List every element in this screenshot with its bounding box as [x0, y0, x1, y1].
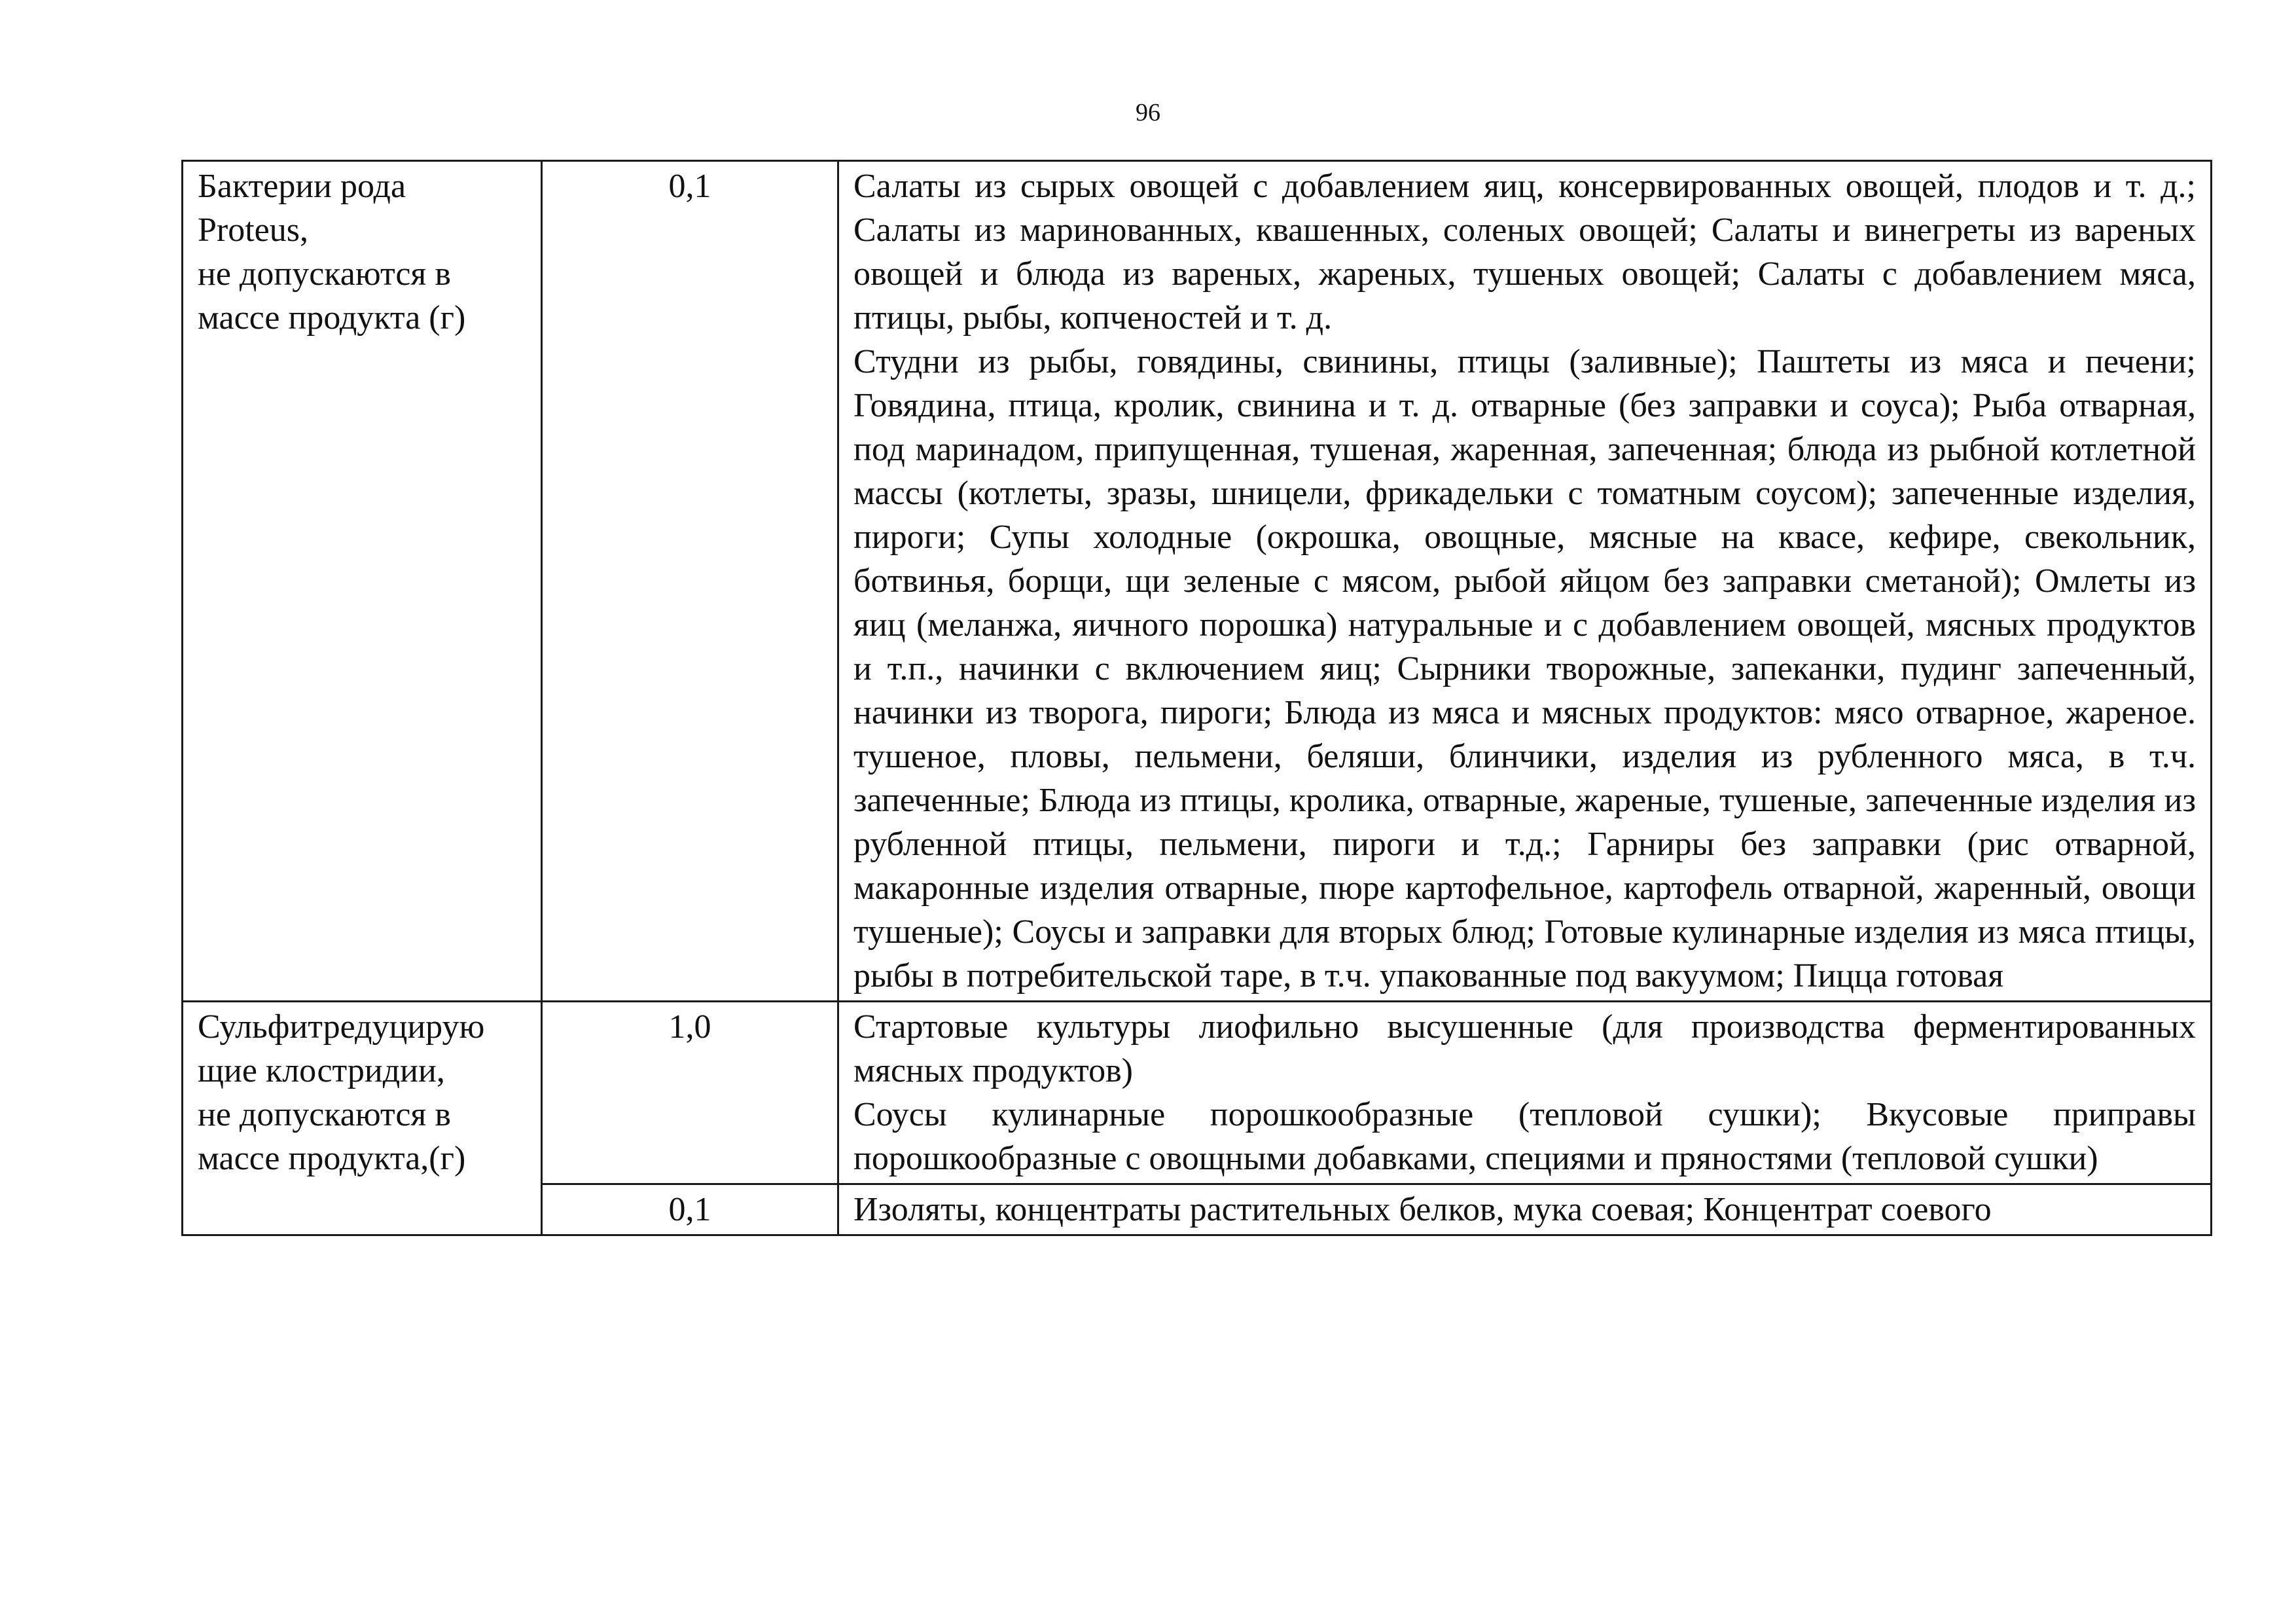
products-paragraph: Салаты из сырых овощей с добавлением яиц, консервированных овощей, плодов и т. д.; Салаты из маринованных, квашенных, соленых овощей; Салаты и винегреты из вареных овощей и блюда из вареных, жареных, тушеных овощей; Салаты с добавлением мяса, птицы, рыбы, копченостей и т. д.	[853, 168, 2196, 337]
norm-cell: 0,1	[542, 1184, 838, 1235]
table-row	[183, 161, 2212, 1002]
products-paragraph: Студни из рыбы, говядины, свинины, птицы (заливные); Паштеты из мяса и печени; Говядина, птица, кролик, свинина и т. д. отварные (без заправки и соуса); Рыба отварная, под маринадом, припущенная, тушеная, жаренная, запеченная; блюда из рыбной котлетной массы (котлеты, зразы, шницели, фрикадельки с томатным соусом); запеченные изделия, пироги; Супы холодные (окрошка, овощные, мясные на квасе, кефире, свекольник, ботвинья, борщи, щи зеленые с мясом, рыбой яйцом без заправки сметаной); Омлеты из яиц (меланжа, яичного порошка) натуральные и с добавлением овощей, мясных продуктов и т.п., начинки с включением яиц; Сырники творожные, запеканки, пудинг запеченный, начинки из творога, пироги; Блюда из мяса и мясных продуктов: мясо отварное, жареное. тушеное, пловы, пельмени, беляши, блинчики, изделия из рубленного мяса, в т.ч. запеченные; Блюда из птицы, кролика, отварные, жареные, тушеные, запеченные изделия из рубленной птицы, пельмени, пироги и т.д.; Гарниры без заправки (рис отварной, макаронные изделия отварные, пюре картофельное, картофель отварной, жаренный, овощи тушеные); Соусы и заправки для вторых блюд; Готовые кулинарные изделия из мяса птицы, рыбы в потребительской таре, в т.ч. упакованные под вакуумом; Пицца готовая	[853, 343, 2196, 994]
products-paragraph: Изоляты, концентраты растительных белков, мука соевая; Концентрат соевого	[853, 1191, 1992, 1228]
norm-cell: 1,0	[542, 1002, 838, 1184]
products-cell	[838, 1002, 2212, 1184]
products-paragraph: Соусы кулинарные порошкообразные (тепловой сушки); Вкусовые приправы порошкообразные с овощными добавками, специями и пряностями (тепловой сушки)	[853, 1096, 2196, 1177]
page-number: 96	[1136, 99, 1160, 126]
microbiology-norms-table	[181, 160, 2212, 1236]
indicator-cell: Сульфитредуцирую щие клостридии, не допускаются в массе продукта,(г)	[183, 1002, 542, 1235]
norm-cell: 0,1	[542, 161, 838, 1002]
products-cell	[838, 1184, 2212, 1235]
indicator-cell: Бактерии рода Proteus, не допускаются в массе продукта (г)	[183, 161, 542, 1002]
products-paragraph: Стартовые культуры лиофильно высушенные (для производства ферментированных мясных продуктов)	[853, 1008, 2196, 1089]
table-row	[183, 1002, 2212, 1184]
products-cell	[838, 161, 2212, 1002]
